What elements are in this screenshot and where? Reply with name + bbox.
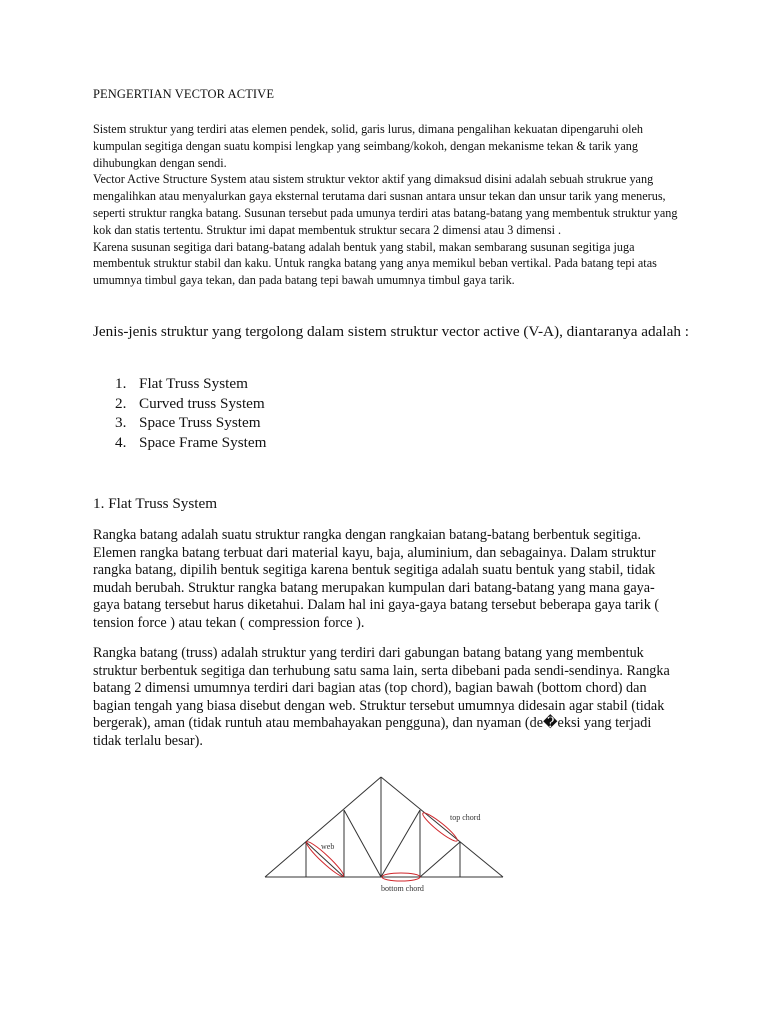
- list-item: [93, 413, 266, 433]
- list-number: 1.: [115, 375, 127, 392]
- list-item: [93, 374, 266, 394]
- body-paragraph: Rangka batang adalah suatu struktur rangka dengan rangkaian batang-batang berbentuk segitiga. Elemen rangka batang terbuat dari material kayu, baja, aluminium, dan sebagainya. Dalam struktur rangka batang, dipilih bentuk segitiga karena bentuk segitiga adalah suatu bentuk yang stabil, tidak mudah berubah. Struktur rangka batang merupakan kumpulan dari batang-batang yang mana gaya-gaya batang tersebut harus diketahui. Dalam hal ini gaya-gaya batang tersebut beberapa gaya tarik ( tension force ) atau tekan ( compression force ).: [93, 527, 660, 631]
- body-paragraph: Rangka batang (truss) adalah struktur yang terdiri dari gabungan batang batang yang membentuk struktur berbentuk segitiga dan terhubung satu sama lain, serta dibebani pada sendi-sendinya. Rangka batang 2 dimensi umumnya terdiri dari bagian atas (top chord), bagian bawah (bottom chord) dan bagian tengah yang biasa disebut dengan web. Struktur tersebut umumnya didesain agar stabil (tidak bergerak), aman (tidak runtuh atau membahayakan pengguna), dan nyaman (de�eksi yang terjadi tidak terlalu besar).: [93, 645, 670, 749]
- bottom-chord-label: bottom chord: [381, 884, 424, 893]
- list-item: [93, 433, 266, 453]
- web-label: web: [321, 842, 335, 851]
- list-item-label: Curved truss System: [139, 394, 265, 412]
- document-title: PENGERTIAN VECTOR ACTIVE: [93, 87, 275, 101]
- list-item: [93, 394, 266, 414]
- section-heading: 1. Flat Truss System: [93, 495, 218, 512]
- top-chord-label: top chord: [450, 813, 481, 822]
- intro-paragraph: Vector Active Structure System atau sistem struktur vektor aktif yang dimaksud disini adalah sebuah strukrue yang mengalihkan atau menyalurkan gaya eksternal terutama dari susnan antara unsur tekan dan unsur tarik yang menerus, seperti struktur rangka batang. Susunan tersebut pada umunya terdiri atas batang-batang yang membentuk struktur yang kok dan statis tertentu. Struktur imi dapat membentuk struktur secara 2 dimensi atau 3 dimensi .: [93, 172, 678, 237]
- intro-paragraph: Sistem struktur yang terdiri atas elemen pendek, solid, garis lurus, dimana pengalihan kekuatan dipengaruhi oleh kumpulan segitiga dengan suatu kompisi lengkap yang seimbang/kokoh, dengan mekanisme tekan & tarik yang dihubungkan dengan sendi.: [93, 122, 643, 170]
- list-item-label: Flat Truss System: [139, 375, 248, 392]
- list-item-label: Space Truss System: [139, 414, 261, 431]
- web-member-line: [344, 810, 381, 877]
- intro-section: [93, 121, 683, 289]
- web-member-line: [420, 842, 460, 877]
- list-number: 3.: [115, 414, 127, 431]
- list-number: 4.: [115, 433, 127, 451]
- list-number: 2.: [115, 394, 127, 412]
- intro-paragraph: Karena susunan segitiga dari batang-batang adalah bentuk yang stabil, makan sembarang susunan segitiga juga membentuk struktur stabil dan kaku. Untuk rangka batang yang anya memikul beban vertikal. Pada batang tepi atas umumnya timbul gaya tekan, dan pada batang tepi bawah umumnya timbul gaya tarik.: [93, 239, 657, 288]
- truss-lines: [265, 777, 503, 877]
- types-intro-text: Jenis-jenis struktur yang tergolong dalam sistem struktur vector active (V-A), diantaranya adalah :: [93, 323, 689, 340]
- web-member-line: [381, 810, 420, 877]
- truss-diagram: [260, 770, 510, 900]
- structure-types-list: [93, 374, 266, 452]
- list-item-label: Space Frame System: [139, 433, 267, 451]
- top-chord-right-line: [381, 777, 503, 877]
